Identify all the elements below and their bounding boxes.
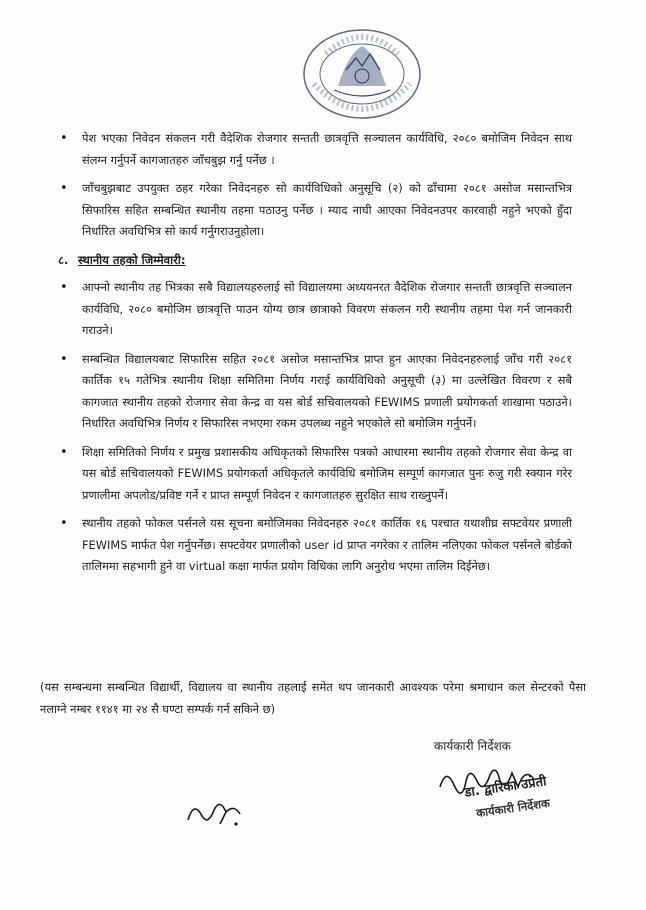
section-title: स्थानीय तहको जिम्मेवारी: [78, 252, 186, 267]
seal-emblem-icon [298, 24, 426, 124]
initials-signature-icon [180, 790, 250, 840]
list-item: • स्थानीय तहको फोकल पर्सनले यस सूचना बमोजिमका निवेदनहरु २०८१ कार्तिक १६ पश्चात यथाशीघ्र सफ्टवेयर प्रणाली FEWIMS मार्फत पेश गर्नुपर्नेछ। सफ्टवेयर प्रणालीको user id प्राप्त नगरेका र तालिम नलिएका फोकल पर्सनले बोर्डको तालिममा सहभागी हुने वा virtual कक्षा मार्फत प्रयोग विधिका लागि अनुरोध भएमा तालिम दिईनेछ। [52, 513, 572, 578]
list-item: • आफ्नो स्थानीय तह भित्रका सबै विद्यालयहरुलाई सो विद्यालयमा अध्ययनरत वैदेशिक रोजगार सन्तती छात्रवृत्ति सञ्चालन कार्यविधि, २०८० बमोजिम छात्रवृत्ति पाउन योग्य छात्र छात्राको विवरण संकलन गरी स्थानीय तहमा पेश गर्न जानकारी गराउने। [52, 277, 572, 342]
signatory-role-top: कार्यकारी निर्देशक [434, 739, 511, 753]
signatory-name: डा. द्वारिका उप्रेती [463, 774, 548, 801]
list-item: • जाँचबुझबाट उपयुक्त ठहर गरेका निवेदनहरु सो कार्यविधिको अनुसूचि (२) को ढाँचामा २०८१ असोज मसान्तभित्र सिफारिस सहित सम्बन्धित स्थानीय तहमा पठाउनु पर्नेछ । म्याद नाघी आएका निवेदनउपर कारवाही नहुने भएको हुँदा निर्धारित अवधिभित्र सो कार्य गर्नुगराउनुहोला। [52, 178, 572, 243]
list-item: • पेश भएका निवेदन संकलन गरी वैदेशिक रोजगार सन्तती छात्रवृत्ति सञ्चालन कार्यविधि, २०८० बमोजिम निवेदन साथ संलग्न गर्नुपर्ने कागजातहरु जाँचबुझ गर्नु पर्नेछ । [52, 128, 572, 171]
letter-body [52, 128, 572, 585]
bullet-list-top [52, 128, 572, 243]
section-number: ८. [58, 252, 69, 267]
contact-note: (यस सम्बन्धमा सम्बन्धित विद्यार्थी, विद्यालय वा स्थानीय तहलाई समेत थप जानकारी आवश्यक परेमा श्रमाधान कल सेन्टरको पैसा नलाग्ने नम्बर ११४१ मा २४ सै घण्टा सम्पर्क गर्न सकिने छ) [40, 680, 586, 716]
section-heading [58, 250, 572, 272]
signature-block [400, 737, 600, 837]
list-item: • शिक्षा समितिको निर्णय र प्रमुख प्रशासकीय अधिकृतको सिफारिस पत्रको आधारमा स्थानीय तहको रोजगार सेवा केन्द्र वा यस बोर्ड सचिवालयको FEWIMS प्रयोगकर्ता अधिकृतले कार्यविधि बमोजिम सम्पूर्ण कागजात पुनः रुजु गरी स्क्यान गरेर प्रणालीमा अपलोड/प्रविष्ट गर्ने र प्राप्त सम्पूर्ण निवेदन र कागजातहरु सुरक्षित साथ राख्नुपर्ने। [52, 442, 572, 507]
government-seal [298, 24, 426, 124]
signatory-role-bottom: कार्यकारी निर्देशक [475, 795, 551, 821]
bullet-list-section8 [52, 277, 572, 578]
list-item: • सम्बन्धित विद्यालयबाट सिफारिस सहित २०८१ असोज मसान्तभित्र प्राप्त हुन आएका निवेदनहरुलाई जाँच गरी २०८१ कार्तिक १५ गतेभित्र स्थानीय शिक्षा समितिमा निर्णय गराई कार्यविधिको अनुसूची (३) मा उल्लेखित विवरण र सबै कागजात स्थानीय तहको रोजगार सेवा केन्द्र वा यस बोर्ड सचिवालयको FEWIMS प्रणाली प्रयोगकर्ता शाखामा पठाउने। निर्धारित अवधिभित्र निर्णय र सिफारिस नभएमा रकम उपलब्ध नहुने भएकोले सो बमोजिम गर्नुपर्ने। [52, 349, 572, 435]
